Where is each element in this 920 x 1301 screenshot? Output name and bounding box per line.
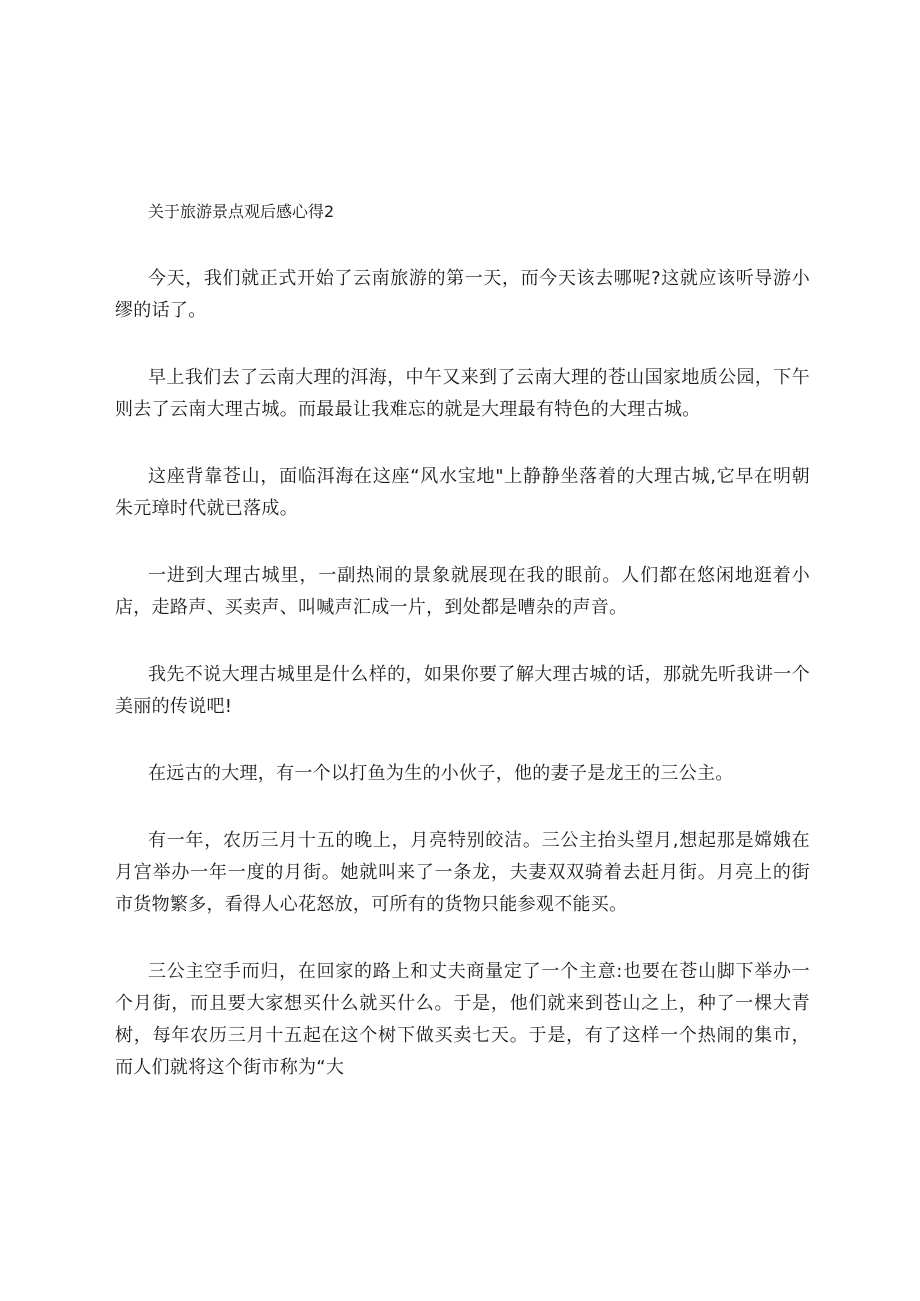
paragraph: 这座背靠苍山，面临洱海在这座“风水宝地"上静静坐落着的大理古城,它早在明朝朱元璋时代就已落成。 — [115, 466, 810, 519]
paragraph: 一进到大理古城里，一副热闹的景象就展现在我的眼前。人们都在悠闲地逛着小店，走路声、买卖声、叫喊声汇成一片，到处都是嘈杂的声音。 — [115, 565, 810, 618]
paragraph: 今天，我们就正式开始了云南旅游的第一天，而今天该去哪呢?这就应该听导游小缪的话了。 — [115, 268, 810, 321]
paragraph: 早上我们去了云南大理的洱海，中午又来到了云南大理的苍山国家地质公园，下午则去了云南大理古城。而最最让我难忘的就是大理最有特色的大理古城。 — [115, 367, 810, 420]
paragraph: 有一年，农历三月十五的晚上，月亮特别皎洁。三公主抬头望月,想起那是嫦娥在月宫举办一年一度的月街。她就叫来了一条龙，夫妻双双骑着去赶月街。月亮上的街市货物繁多，看得人心花怒放，可所有的货物只能参观不能买。 — [115, 830, 810, 915]
paragraph: 我先不说大理古城里是什么样的，如果你要了解大理古城的话，那就先听我讲一个美丽的传说吧! — [115, 664, 810, 717]
document-title: 关于旅游景点观后感心得2 — [148, 202, 335, 221]
document-body — [115, 196, 810, 1084]
paragraph: 三公主空手而归，在回家的路上和丈夫商量定了一个主意:也要在苍山脚下举办一个月街，而且要大家想买什么就买什么。于是，他们就来到苍山之上，种了一棵大青树，每年农历三月十五起在这个树下做买卖七天。于是，有了这样一个热闹的集市，而人们就将这个街市称为“大 — [115, 961, 810, 1078]
paragraph: 在远古的大理，有一个以打鱼为生的小伙子，他的妻子是龙王的三公主。 — [148, 763, 734, 784]
